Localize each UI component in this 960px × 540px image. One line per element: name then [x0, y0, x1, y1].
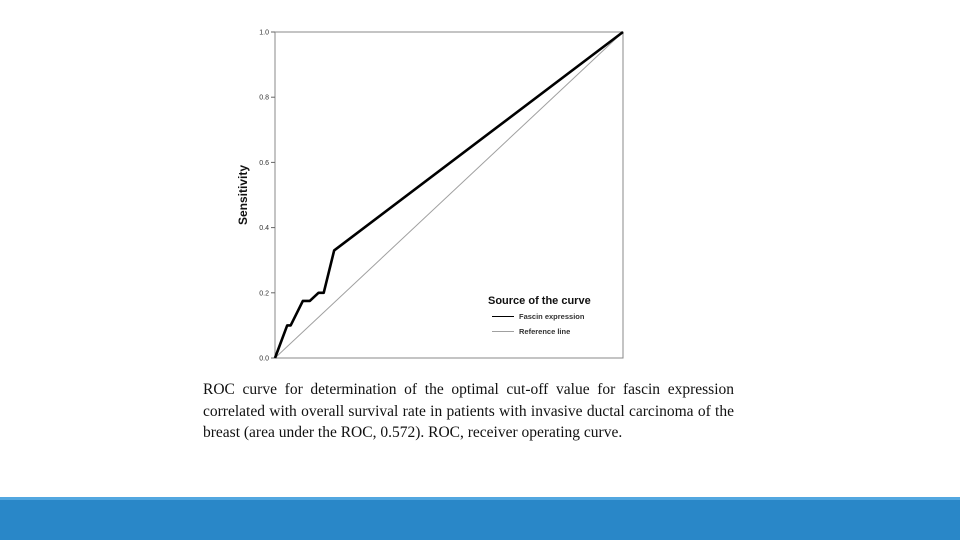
y-axis-title: Sensitivity — [236, 164, 250, 226]
legend-label: Fascin expression — [519, 312, 585, 321]
legend-title: Source of the curve — [488, 295, 591, 307]
y-tick-label: 0.2 — [259, 290, 269, 298]
roc-chart — [222, 18, 632, 363]
series-line-reference — [275, 32, 623, 358]
series-layer — [275, 32, 623, 358]
legend-items — [492, 312, 585, 336]
figure-caption: ROC curve for determination of the optimal cut-off value for fascin expression correlated with overall survival rate in patients with invasive ductal carcinoma of the breast (area under the ROC, 0.572). ROC, receiver operating curve. — [203, 381, 734, 441]
legend-label: Reference line — [519, 327, 571, 336]
legend — [488, 295, 591, 336]
footer-accent-stripe — [0, 497, 960, 500]
roc-chart-svg — [222, 18, 632, 363]
y-tick-label: 1.0 — [259, 29, 269, 37]
footer-bar — [0, 497, 960, 540]
y-tick-label: 0.0 — [259, 355, 269, 363]
y-tick-label: 0.6 — [259, 159, 269, 167]
y-tick-label: 0.8 — [259, 94, 269, 102]
y-tick-label: 0.4 — [259, 225, 269, 233]
y-axis-ticks — [259, 30, 275, 363]
